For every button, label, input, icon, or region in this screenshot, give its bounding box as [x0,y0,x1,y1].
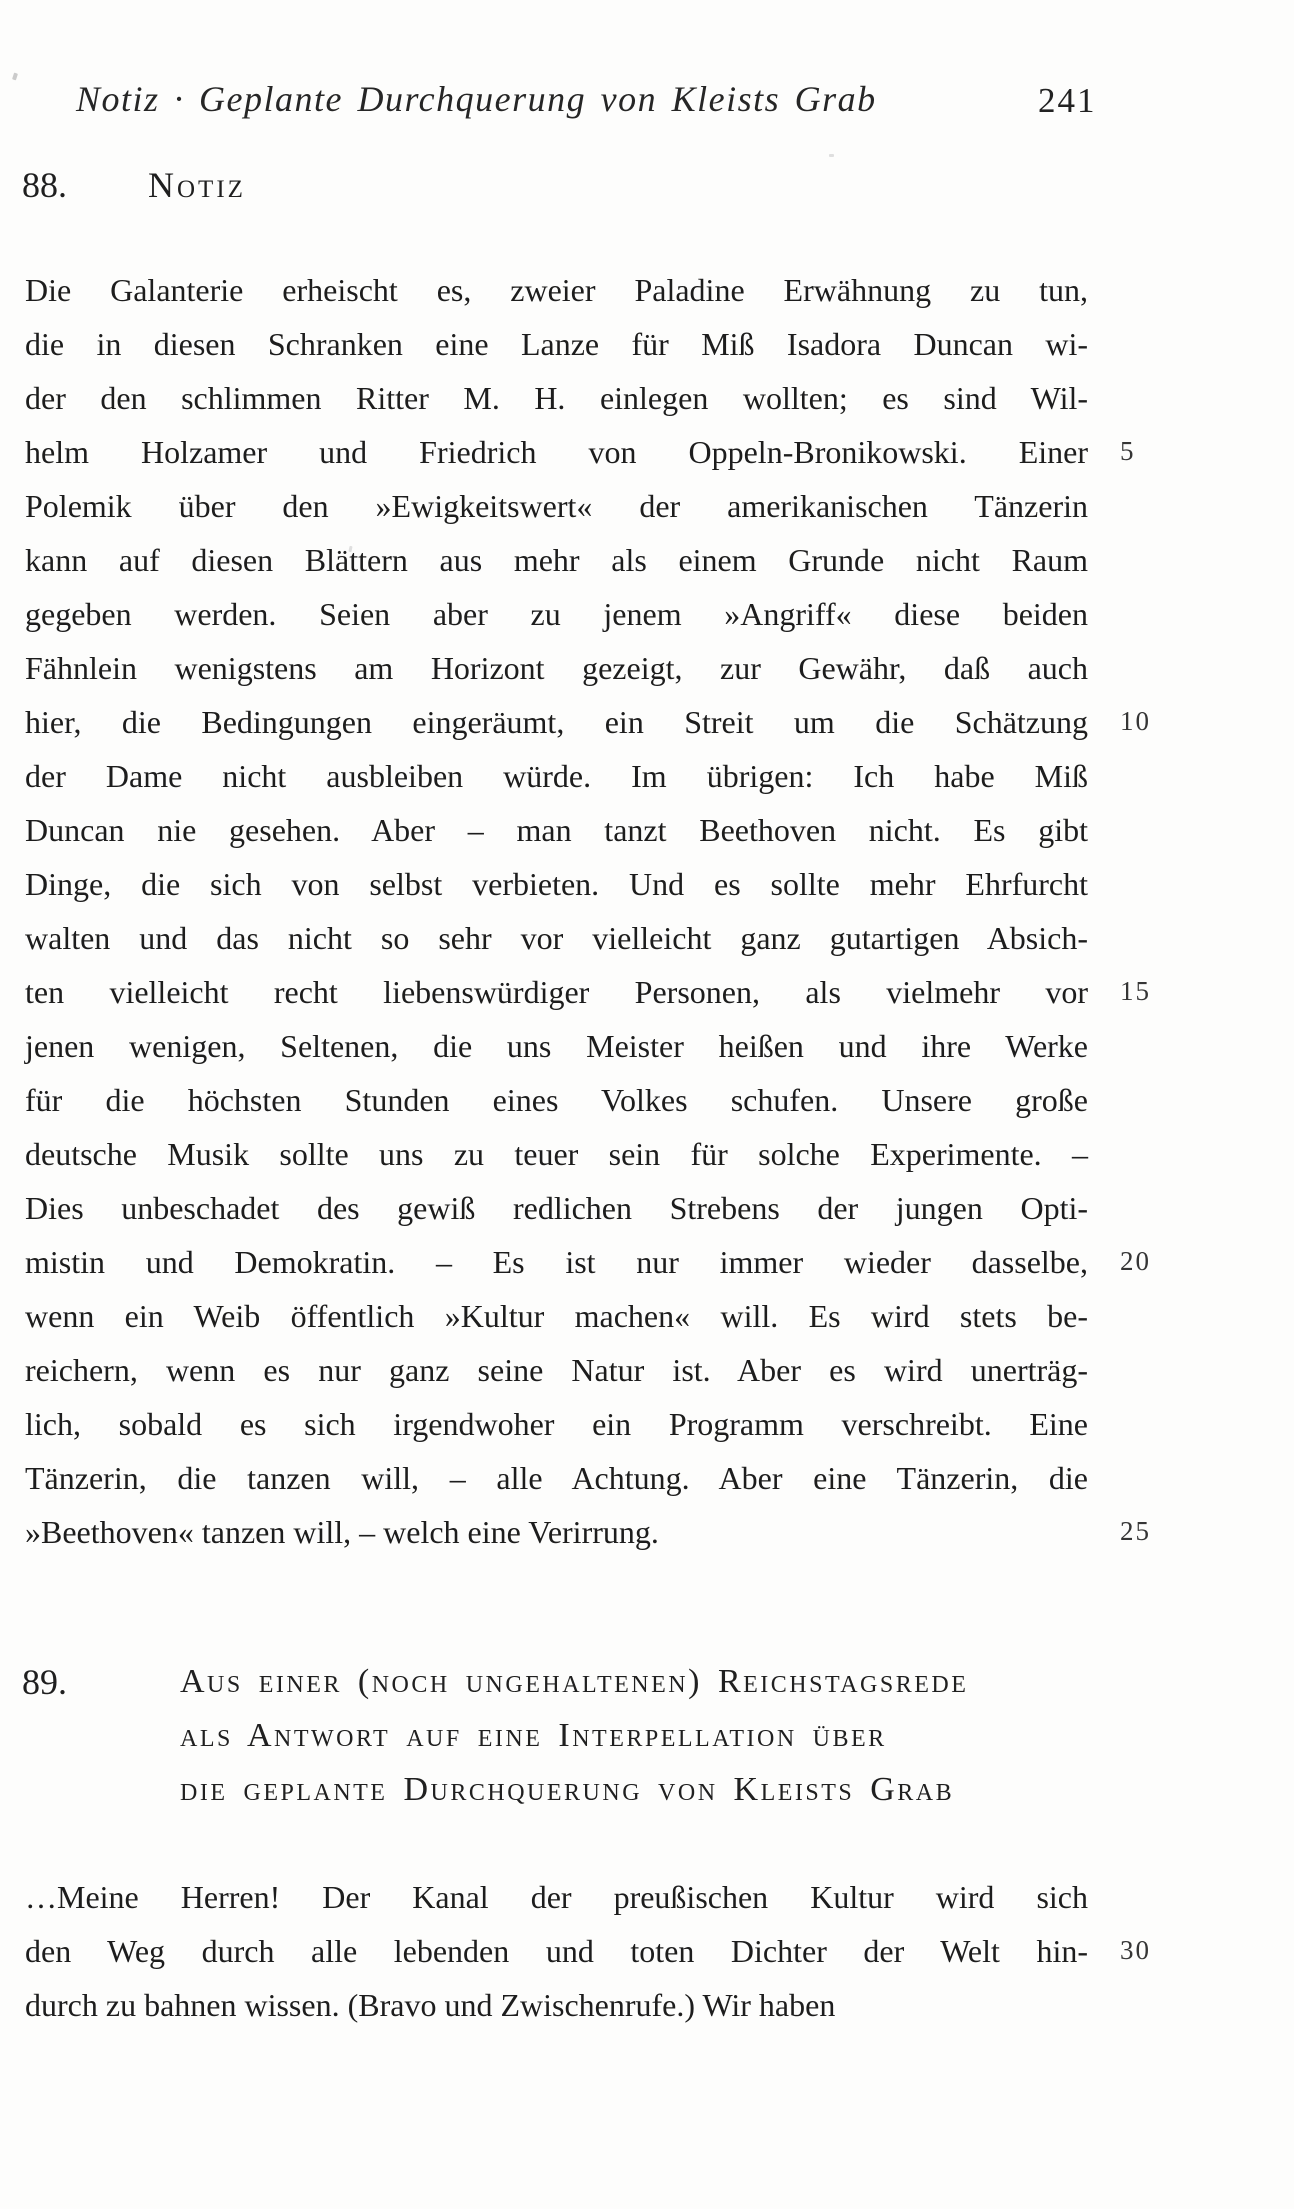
body-line: der den schlimmen Ritter M. H. einlegen wollten; es sind Wil- [25,380,1088,416]
section-89-title-line: die geplante Durchquerung von Kleists Grab [180,1771,955,1808]
body-line: Dies unbeschadet des gewiß redlichen Strebens der jungen Opti- [25,1190,1088,1226]
section-88-body [25,263,1088,1559]
body-line: Tänzerin, die tanzen will, – alle Achtung. Aber eine Tänzerin, die [25,1460,1088,1496]
page-number: 241 [1038,81,1097,120]
body-line: Dinge, die sich von selbst verbieten. Und es sollte mehr Ehrfurcht [25,866,1088,902]
body-line: wenn ein Weib öffentlich »Kultur machen« will. Es wird stets be- [25,1298,1088,1334]
body-line: …Meine Herren! Der Kanal der preußischen Kultur wird sich [25,1879,1088,1915]
running-head: Notiz · Geplante Durchquerung von Kleists Grab [76,79,877,119]
body-line: »Beethoven« tanzen will, – welch eine Verirrung. [25,1514,659,1550]
section-89-number: 89. [22,1662,67,1702]
body-line: der Dame nicht ausbleiben würde. Im übrigen: Ich habe Miß [25,758,1088,794]
body-line: den Weg durch alle lebenden und toten Dichter der Welt hin- [25,1933,1088,1969]
scan-artifact [829,154,834,157]
section-88-number: 88. [22,165,67,205]
margin-line-number: 25 [1120,1516,1151,1546]
body-line: lich, sobald es sich irgendwoher ein Programm verschreibt. Eine [25,1406,1088,1442]
body-line: jenen wenigen, Seltenen, die uns Meister heißen und ihre Werke [25,1028,1088,1064]
body-line: Polemik über den »Ewigkeitswert« der amerikanischen Tänzerin [25,488,1088,524]
body-line: hier, die Bedingungen eingeräumt, ein Streit um die Schätzung [25,704,1088,740]
margin-line-number: 5 [1120,436,1136,466]
margin-line-number: 15 [1120,976,1151,1006]
body-line: walten und das nicht so sehr vor vielleicht ganz gutartigen Absich- [25,920,1088,956]
section-88-title: Notiz [148,165,246,205]
body-line: mistin und Demokratin. – Es ist nur immer wieder dasselbe, [25,1244,1088,1280]
body-line: die in diesen Schranken eine Lanze für Miß Isadora Duncan wi- [25,326,1088,362]
scan-artifact [12,73,18,81]
body-line: Duncan nie gesehen. Aber – man tanzt Beethoven nicht. Es gibt [25,812,1088,848]
section-89-heading [180,1655,1180,1817]
body-line: Die Galanterie erheischt es, zweier Paladine Erwähnung zu tun, [25,272,1088,308]
body-line: ten vielleicht recht liebenswürdiger Personen, als vielmehr vor [25,974,1088,1010]
body-line: reichern, wenn es nur ganz seine Natur ist. Aber es wird unerträg- [25,1352,1088,1388]
section-89-body [25,1870,1088,2032]
body-line: kann auf diesen Blättern aus mehr als einem Grunde nicht Raum [25,542,1088,578]
body-line: deutsche Musik sollte uns zu teuer sein für solche Experimente. – [25,1136,1088,1172]
body-line: gegeben werden. Seien aber zu jenem »Angriff« diese beiden [25,596,1088,632]
section-88-heading [0,158,1294,212]
margin-line-number: 30 [1120,1935,1151,1965]
body-line: helm Holzamer und Friedrich von Oppeln-Bronikowski. Einer [25,434,1088,470]
section-89-title-line: Aus einer (noch ungehaltenen) Reichstagsrede [180,1663,969,1700]
body-line: für die höchsten Stunden eines Volkes schufen. Unsere große [25,1082,1088,1118]
body-line: Fähnlein wenigstens am Horizont gezeigt, zur Gewähr, daß auch [25,650,1088,686]
margin-line-number: 20 [1120,1246,1151,1276]
body-line: durch zu bahnen wissen. (Bravo und Zwischenrufe.) Wir haben [25,1987,836,2023]
section-89-title-line: als Antwort auf eine Interpellation über [180,1717,887,1754]
margin-line-number: 10 [1120,706,1151,736]
